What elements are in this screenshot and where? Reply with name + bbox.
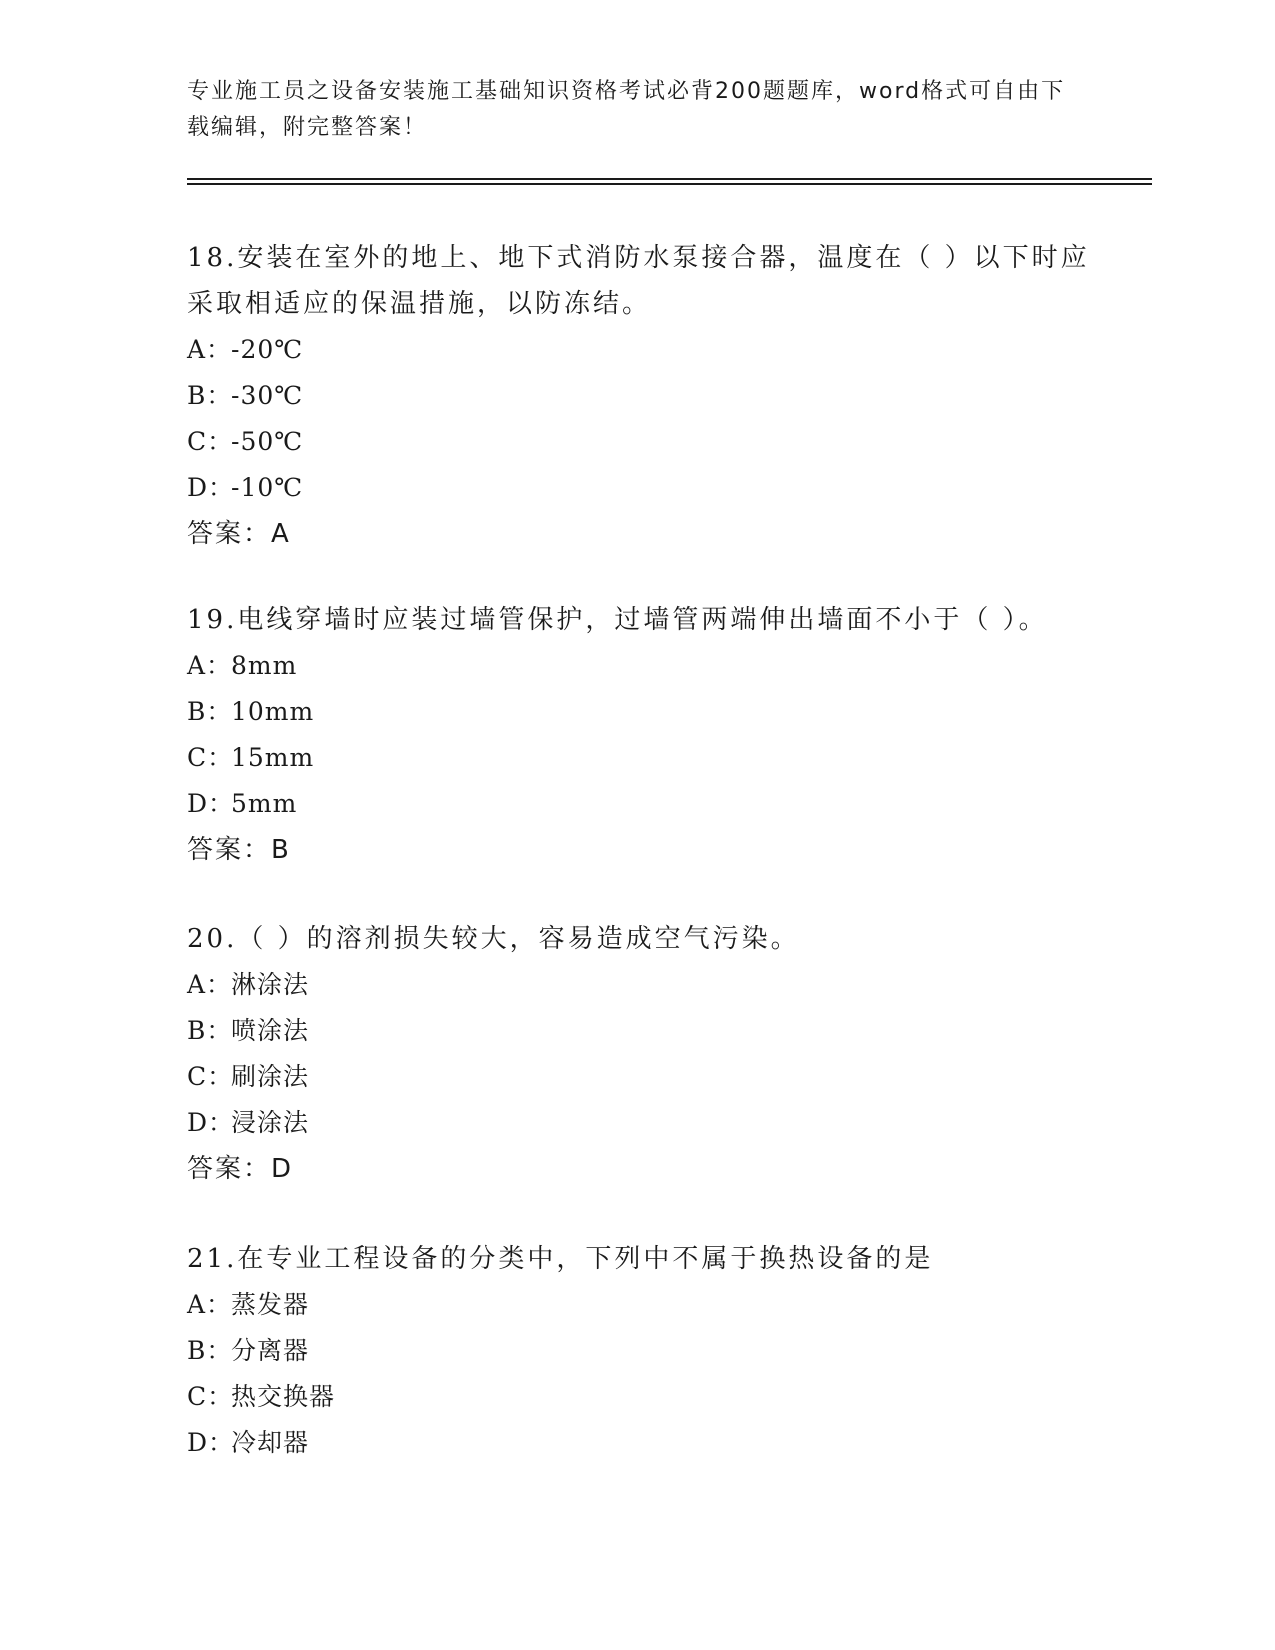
option-key: A： <box>187 1290 233 1319</box>
option-key: C： <box>187 1382 234 1411</box>
option-key: A： <box>187 335 233 364</box>
option-b <box>187 1008 1107 1054</box>
option-key: D： <box>187 1428 235 1457</box>
option-text: 喷涂法 <box>231 1016 310 1045</box>
option-b <box>187 689 1107 735</box>
option-a <box>187 327 1107 373</box>
option-text: 分离器 <box>231 1336 310 1365</box>
option-d <box>187 1420 1107 1466</box>
option-text: 8mm <box>231 651 298 680</box>
option-text: 5mm <box>231 789 298 818</box>
option-key: C： <box>187 427 234 456</box>
question-stem: 21.在专业工程设备的分类中，下列中不属于换热设备的是 <box>187 1244 934 1274</box>
option-text: -30℃ <box>231 381 304 410</box>
answer-line: 答案：D <box>187 1154 294 1184</box>
question-18 <box>187 235 1107 557</box>
option-text: 15mm <box>231 743 315 772</box>
answer-line: 答案：B <box>187 835 291 865</box>
option-text: -20℃ <box>231 335 304 364</box>
option-key: A： <box>187 970 233 999</box>
option-a <box>187 1282 1107 1328</box>
option-key: B： <box>187 697 233 726</box>
header-divider-bottom <box>187 183 1152 185</box>
option-a <box>187 643 1107 689</box>
option-key: C： <box>187 1062 234 1091</box>
option-a <box>187 962 1107 1008</box>
option-c <box>187 419 1107 465</box>
option-text: 蒸发器 <box>231 1290 310 1319</box>
option-text: 冷却器 <box>231 1428 310 1457</box>
option-c <box>187 1054 1107 1100</box>
option-text: 刷涂法 <box>231 1062 310 1091</box>
option-c <box>187 735 1107 781</box>
option-key: C： <box>187 743 234 772</box>
option-text: -50℃ <box>231 427 304 456</box>
option-b <box>187 373 1107 419</box>
option-d <box>187 465 1107 511</box>
option-c <box>187 1374 1107 1420</box>
question-stem: 20.（ ）的溶剂损失较大，容易造成空气污染。 <box>187 924 800 954</box>
header-divider-top <box>187 178 1152 180</box>
option-text: -10℃ <box>231 473 304 502</box>
option-d <box>187 781 1107 827</box>
question-21 <box>187 1236 1107 1466</box>
option-key: B： <box>187 381 233 410</box>
option-text: 10mm <box>231 697 315 726</box>
question-20 <box>187 916 1107 1192</box>
question-stem: 18.安装在室外的地上、地下式消防水泵接合器，温度在（ ）以下时应采取相适应的保温措施，以防冻结。 <box>187 243 1090 319</box>
option-text: 浸涂法 <box>231 1108 310 1137</box>
option-text: 热交换器 <box>231 1382 336 1411</box>
option-key: D： <box>187 1108 235 1137</box>
option-text: 淋涂法 <box>231 970 310 999</box>
question-19 <box>187 597 1107 873</box>
option-b <box>187 1328 1107 1374</box>
option-key: D： <box>187 473 235 502</box>
document-header: 专业施工员之设备安装施工基础知识资格考试必背200题题库，word格式可自由下载编辑，附完整答案！ <box>187 79 1066 140</box>
option-key: B： <box>187 1016 233 1045</box>
question-stem: 19.电线穿墙时应装过墙管保护，过墙管两端伸出墙面不小于（ ）。 <box>187 605 1048 635</box>
option-key: B： <box>187 1336 233 1365</box>
option-d <box>187 1100 1107 1146</box>
answer-line: 答案：A <box>187 519 291 549</box>
option-key: D： <box>187 789 235 818</box>
option-key: A： <box>187 651 233 680</box>
